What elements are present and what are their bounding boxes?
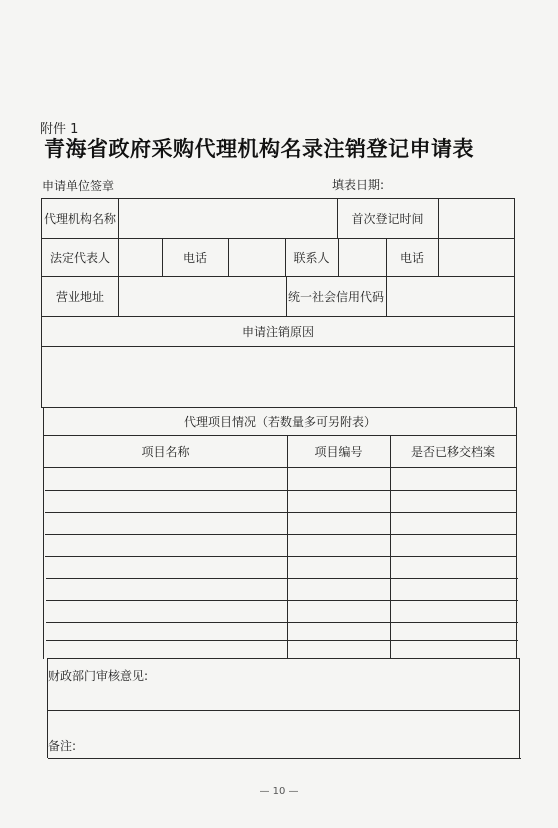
credit-code-field[interactable] [386, 277, 514, 316]
phone-label-1: 电话 [182, 251, 207, 265]
reason-field[interactable] [42, 347, 514, 407]
applicant-seal-label: 申请单位签章 [42, 179, 115, 193]
credit-code-label: 统一社会信用代码 [287, 290, 384, 304]
finance-opinion-label: 财政部门审核意见: [48, 668, 149, 683]
phone-field-2[interactable] [438, 239, 514, 276]
page-number: — 10 — [259, 786, 299, 797]
legal-rep-field[interactable] [118, 239, 162, 276]
contact-field[interactable] [338, 239, 386, 276]
reason-label: 申请注销原因 [241, 325, 314, 339]
first-reg-time-label: 首次登记时间 [351, 212, 424, 226]
legal-rep-label: 法定代表人 [49, 251, 110, 265]
col-archived: 是否已移交档案 [410, 445, 495, 459]
fill-date-label: 填表日期: [332, 178, 385, 192]
contact-label: 联系人 [293, 251, 330, 265]
phone-label-2: 电话 [399, 251, 424, 265]
address-label: 营业地址 [55, 290, 104, 304]
projects-title: 代理项目情况（若数量多可另附表） [183, 415, 376, 429]
phone-field-1[interactable] [228, 239, 285, 276]
remarks-label: 备注: [48, 738, 77, 753]
col-project-number: 项目编号 [314, 445, 363, 459]
first-reg-time-field[interactable] [438, 199, 514, 238]
address-field[interactable] [118, 277, 286, 316]
attachment-label: 附件 1 [40, 122, 79, 137]
agency-name-label: 代理机构名称 [43, 212, 116, 226]
page-title: 青海省政府采购代理机构名录注销登记申请表 [44, 136, 474, 161]
col-project-name: 项目名称 [141, 445, 190, 459]
agency-name-field[interactable] [118, 199, 337, 238]
